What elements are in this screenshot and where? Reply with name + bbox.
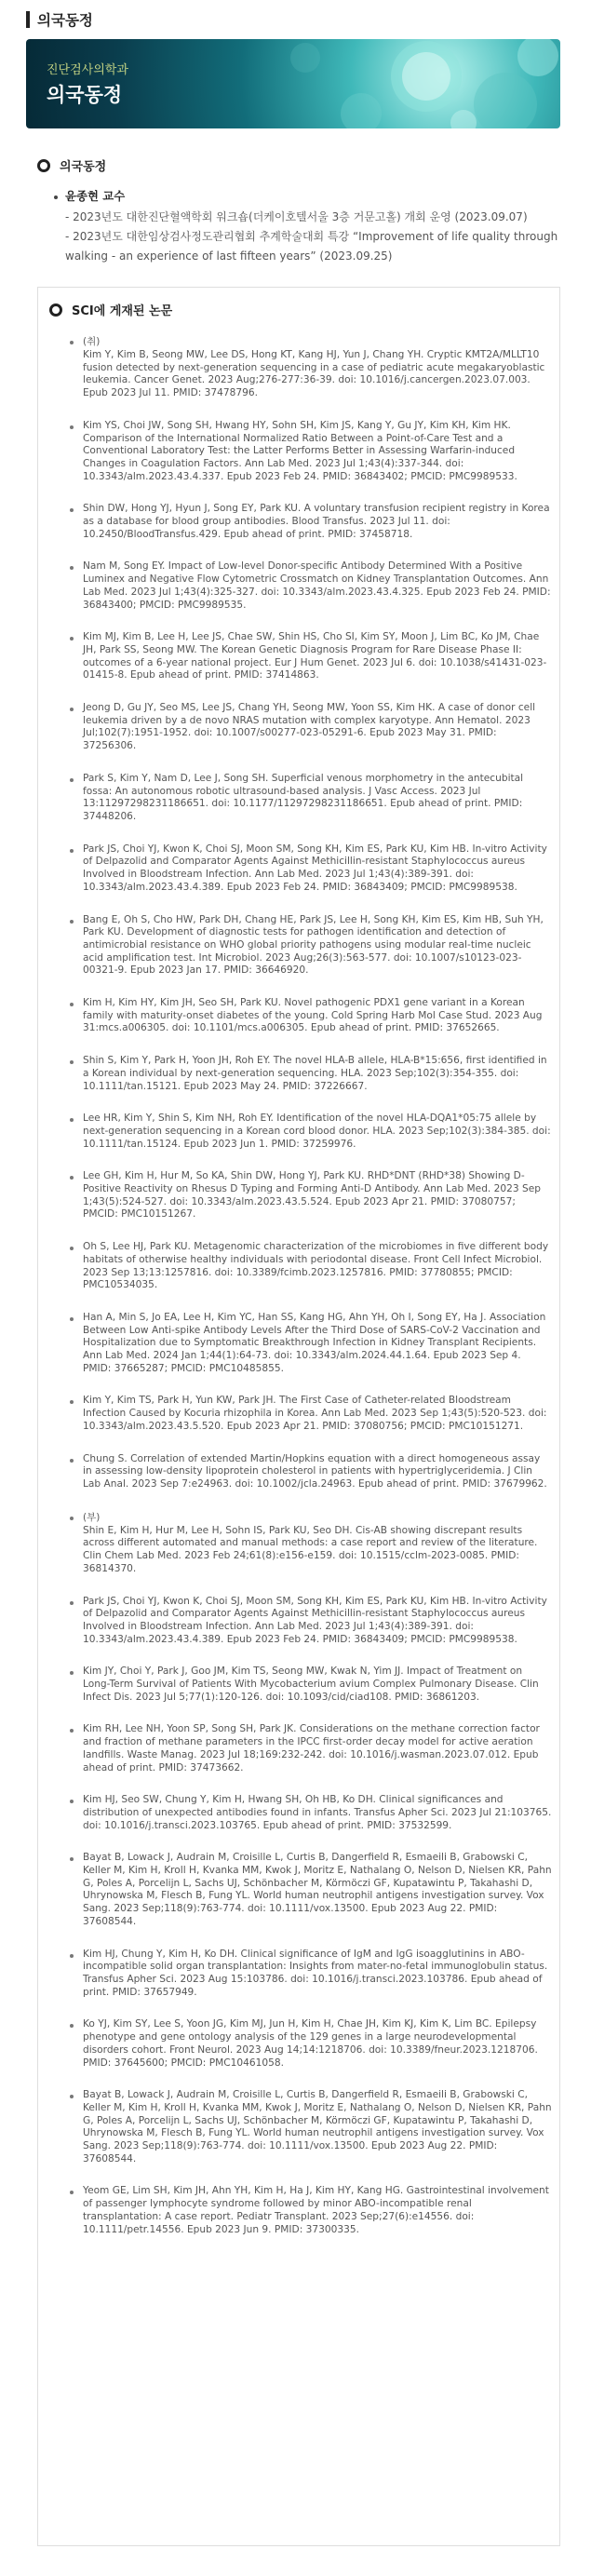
paper-citation: Kim HJ, Seo SW, Chung Y, Kim H, Hwang SH, Oh HB, Ko DH. Clinical significances and distribution of unexpected antibodies found in infants. Transfus Apher Sci. 2023 Jul 21:103765. doi: 10.1016/j.transci.2023.103765. Epub ahead of print. PMID: 37532599. — [83, 1794, 552, 1831]
paper-content — [83, 503, 552, 541]
paper-item — [70, 503, 552, 541]
paper-item — [70, 2185, 552, 2236]
sci-title: SCI에 게재된 논문 — [72, 304, 173, 318]
bullet-icon — [70, 1395, 83, 1433]
bullet-icon — [70, 1949, 83, 2000]
page-title: 의국동정 — [37, 12, 93, 29]
paper-content — [83, 1055, 552, 1093]
paper-citation: Kim MJ, Kim B, Lee H, Lee JS, Chae SW, Shin HS, Cho SI, Kim SY, Moon J, Lim BC, Ko JM, Chae JH, Park SS, Seong MW. The Korean Genetic Diagnosis Program for Rare Disease Phase II: outcomes of a 6-year national project. Eur J Hum Genet. 2023 Jul 6. doi: 10.1038/s41431-023-01415-8. Epub ahead of print. PMID: 37414863. — [83, 631, 547, 681]
paper-content — [83, 1666, 552, 1704]
paper-content — [83, 702, 552, 753]
activity-item: - 2023년도 대한진단혈액학회 워크숍(더케이호텔서울 3층 거문고홀) 개회 운영 (2023.09.07) — [65, 210, 528, 223]
paper-item — [70, 997, 552, 1035]
paper-content — [83, 1170, 552, 1221]
paper-citation: Kim RH, Lee NH, Yoon SP, Song SH, Park JK. Considerations on the methane correction factor and fraction of methane parameters in the IPCC first-order decay model for active aeration landfills. Waste Manag. 2023 Jul 18;169:232-242. doi: 10.1016/j.wasman.2023.07.012. Epub ahead of print. PMID: 37473662. — [83, 1723, 540, 1774]
paper-item — [70, 843, 552, 895]
paper-item — [70, 1170, 552, 1221]
paper-item — [70, 420, 552, 484]
paper-content — [83, 1511, 552, 1576]
paper-content — [83, 1596, 552, 1647]
bullet-icon — [70, 1723, 83, 1774]
paper-citation: Han A, Min S, Jo EA, Lee H, Kim YC, Han SS, Kang HG, Ahn YH, Oh I, Song EY, Ha J. Association Between Low Anti-spike Antibody Levels After the Third Dose of SARS-CoV-2 Vaccination and Hospitalization due to Symptomatic Breakthrough Infection in Kidney Transplant Recipients. Ann Lab Med. 2024 Jan 1;44(1):64-73. doi: 10.3343/alm.2024.44.1.64. Epub 2023 Sep 4. PMID: 37665287; PMCID: PMC10485855. — [83, 1311, 546, 1374]
paper-item — [70, 335, 552, 400]
paper-item — [70, 1511, 552, 1576]
sci-heading — [49, 301, 559, 318]
paper-content — [83, 1113, 552, 1151]
paper-item — [70, 560, 552, 612]
bullet-icon — [70, 420, 83, 484]
paper-item — [70, 1794, 552, 1832]
paper-item — [70, 1312, 552, 1376]
paper-content — [83, 335, 552, 400]
paper-citation: Park S, Kim Y, Nam D, Lee J, Song SH. Superficial venous morphometry in the antecubital fossa: An autonomous robotic ultrasound-based analysis. J Vasc Access. 2023 Jul 13:11297298231186651. doi: 10.1177/11297298231186651. Epub ahead of print. PMID: 37448206. — [83, 772, 524, 822]
paper-content — [83, 631, 552, 682]
paper-citation: Chung S. Correlation of extended Martin/Hopkins equation with a direct homogeneous assay in assessing low-density lipoprotein cholesterol in patients with hypertriglyceridemia. J Clin Lab Anal. 2023 Sep 7:e24963. doi: 10.1002/jcla.24963. Epub ahead of print. PMID: 37679962. — [83, 1452, 547, 1490]
bullet-icon — [70, 1852, 83, 1928]
professor-name: 윤종현 교수 — [65, 189, 126, 203]
paper-citation: Bayat B, Lowack J, Audrain M, Croisille L, Curtis B, Dangerfield R, Esmaeili B, Grabowski C, Keller M, Kim H, Kroll H, Kvanka MM, Kwok J, Moritz E, Nathalang O, Nelson D, Nielsen KR, Pahn G, Poles A, Porcelijn L, Sachs UJ, Schönbacher M, Körmöczi GF, Kupatawintu P, Takahashi D, Uhrynowska M, Flesch B, Fung YL. World human neutrophil antigens investigation survey. Vox Sang. 2023 Sep;118(9):763-774. doi: 10.1111/vox.13500. Epub 2023 Aug 22. PMID: 37608544. — [83, 2089, 552, 2165]
paper-citation: Kim H, Kim HY, Kim JH, Seo SH, Park KU. Novel pathogenic PDX1 gene variant in a Korean family with maturity-onset diabetes of the young. Cold Spring Harb Mol Case Stud. 2023 Aug 31:mcs.a006305. doi: 10.1101/mcs.a006305. Epub ahead of print. PMID: 37652665. — [83, 997, 543, 1034]
circle-bullet-icon — [37, 159, 50, 172]
paper-content — [83, 914, 552, 978]
page-header — [0, 0, 591, 39]
paper-citation: Nam M, Song EY. Impact of Low-level Donor-specific Antibody Determined With a Positive Luminex and Negative Flow Cytometric Crossmatch on Kidney Transplantation Outcomes. Ann Lab Med. 2023 Jul 1;43(4):325-327. doi: 10.3343/alm.2023.43.4.325. Epub 2023 Feb 24. PMID: 36843400; PMCID: PMC9989535. — [83, 560, 551, 611]
paper-item — [70, 2018, 552, 2070]
paper-citation: Shin S, Kim Y, Park H, Yoon JH, Roh EY. The novel HLA-B allele, HLA-B*15:656, first identified in a Korean individual by next-generation sequencing. HLA. 2023 Sep;102(3):354-355. doi: 10.1111/tan.15121. Epub 2023 May 24. PMID: 37226667. — [83, 1055, 547, 1092]
paper-citation: Ko YJ, Kim SY, Lee S, Yoon JG, Kim MJ, Jun H, Kim H, Chae JH, Kim KJ, Kim K, Lim BC. Epilepsy phenotype and gene ontology analysis of the 129 genes in a large neurodevelopmental disorders cohort. Front Neurol. 2023 Aug 14;14:1218706. doi: 10.3389/fneur.2023.1218706. PMID: 37645600; PMCID: PMC10461058. — [83, 2018, 538, 2069]
bullet-icon — [70, 1055, 83, 1093]
activity-item: - 2023년도 대한임상검사정도관리협회 추계학술대회 특강 “Improvement of life quality through walking - an experience of last fifteen years” (2023.09.25) — [65, 230, 558, 263]
banner — [26, 39, 560, 128]
paper-citation: Oh S, Lee HJ, Park KU. Metagenomic characterization of the microbiomes in five different body habitats of otherwise healthy individuals with periodontal disease. Front Cell Infect Microbiol. 2023 Sep 13;13:1257816. doi: 10.3389/fcimb.2023.1257816. PMID: 37780855; PMCID: PMC10534035. — [83, 1241, 549, 1291]
paper-item — [70, 914, 552, 978]
bullet-icon — [70, 1596, 83, 1647]
paper-item — [70, 1852, 552, 1928]
paper-content — [83, 773, 552, 824]
activity-list — [65, 208, 558, 266]
section-title: 의국동정 — [60, 160, 107, 174]
paper-item — [70, 1241, 552, 1292]
banner-subtitle: 진단검사의학과 — [47, 63, 128, 77]
paper-citation: Shin DW, Hong YJ, Hyun J, Song EY, Park KU. A voluntary transfusion recipient registry in Korea as a database for blood group antibodies. Blood Transfus. 2023 Jul 11. doi: 10.2450/BloodTransfus.429. Epub ahead of print. PMID: 37458718. — [83, 503, 550, 540]
circle-bullet-icon — [49, 303, 62, 317]
paper-content — [83, 420, 552, 484]
paper-citation: Kim YS, Choi JW, Song SH, Hwang HY, Sohn SH, Kim JS, Kang Y, Gu JY, Kim KH, Kim HK. Comparison of the International Normalized Ratio Between a Point-of-Care Test and a Conventional Laboratory Test: the Latter Performs Better in Assessing Warfarin-induced Changes in Coagulation Factors. Ann Lab Med. 2023 Jul 1;43(4):337-344. doi: 10.3343/alm.2023.43.4.337. Epub 2023 Feb 24. PMID: 36843402; PMCID: PMC9989533. — [83, 419, 517, 482]
paper-content — [83, 1794, 552, 1832]
bullet-icon — [70, 503, 83, 541]
paper-item — [70, 1453, 552, 1491]
bullet-icon — [70, 2185, 83, 2236]
bullet-icon — [70, 1312, 83, 1376]
paper-content — [83, 843, 552, 895]
paper-content — [83, 560, 552, 612]
section-heading — [37, 156, 591, 174]
bullet-icon — [70, 1794, 83, 1832]
paper-citation: Kim HJ, Chung Y, Kim H, Ko DH. Clinical significance of IgM and IgG isoagglutinins in ABO-incompatible solid organ transplantation: Insights from mater-no-fetal immunoglobulin status. Transfus Apher Sci. 2023 Aug 15:103786. doi: 10.1016/j.transci.2023.103786. Epub ahead of print. PMID: 37657949. — [83, 1948, 548, 1998]
bullet-icon — [70, 1666, 83, 1704]
bullet-icon — [70, 773, 83, 824]
bullet-icon — [70, 843, 83, 895]
paper-content — [83, 997, 552, 1035]
paper-item — [70, 631, 552, 682]
bullet-icon — [70, 2089, 83, 2165]
paper-content — [83, 1453, 552, 1491]
paper-citation: Kim JY, Choi Y, Park J, Goo JM, Kim TS, Seong MW, Kwak N, Yim JJ. Impact of Treatment on Long-Term Survival of Patients With Mycobacterium avium Complex Pulmonary Disease. Clin Infect Dis. 2023 Jul 5;77(1):120-126. doi: 10.1093/cid/ciad108. PMID: 36861203. — [83, 1666, 539, 1703]
bullet-icon — [70, 702, 83, 753]
bullet-icon — [70, 1241, 83, 1292]
paper-note: (부) — [83, 1511, 101, 1523]
bullet-icon — [70, 1113, 83, 1151]
paper-citation: Park JS, Choi YJ, Kwon K, Choi SJ, Moon SM, Song KH, Kim ES, Park KU, Kim HB. In-vitro Activity of Delpazolid and Comparator Agents Against Methicillin-resistant Staphylococcus aureus Involved in Bloodstream Infection. Ann Lab Med. 2023 Jul 1;43(4):389-391. doi: 10.3343/alm.2023.43.4.389. Epub 2023 Feb 24. PMID: 36843409; PMCID: PMC9989538. — [83, 1595, 547, 1645]
paper-item — [70, 2089, 552, 2165]
paper-citation: Shin E, Kim H, Hur M, Lee H, Sohn IS, Park KU, Seo DH. Cis-AB showing discrepant results across different automated and manual methods: a case report and review of the literature. Clin Chem Lab Med. 2023 Feb 24;61(8):e156-e159. doi: 10.1515/cclm-2023-0085. PMID: 36814370. — [83, 1524, 538, 1574]
paper-citation: Kim Y, Kim B, Seong MW, Lee DS, Hong KT, Kang HJ, Yun J, Chang YH. Cryptic KMT2A/MLLT10 fusion detected by next-generation sequencing in a case of pediatric acute megakaryoblastic leukemia. Cancer Genet. 2023 Aug;276-277:36-39. doi: 10.1016/j.cancergen.2023.07.003. Epub 2023 Jul 11. PMID: 37478796. — [83, 349, 545, 399]
paper-content — [83, 2185, 552, 2236]
bullet-icon — [70, 1511, 83, 1576]
paper-item — [70, 1395, 552, 1433]
paper-list — [51, 335, 559, 2236]
paper-citation: Kim Y, Kim TS, Park H, Yun KW, Park JH. The First Case of Catheter-related Bloodstream Infection Caused by Kocuria rhizophila in Korea. Ann Lab Med. 2023 Sep 1;43(5):520-523. doi: 10.3343/alm.2023.43.5.520. Epub 2023 Apr 21. PMID: 37080756; PMCID: PMC10151271. — [83, 1395, 547, 1432]
bullet-icon — [70, 914, 83, 978]
paper-citation: Bang E, Oh S, Cho HW, Park DH, Chang HE, Park JS, Lee H, Song KH, Kim ES, Kim HB, Suh YH, Park KU. Development of diagnostic tests for pathogen identification and detection of antimicrobial resistance on WHO global priority pathogens using modular real-time nucleic acid amplification test. Int Microbiol. 2023 Aug;26(3):563-577. doi: 10.1007/s10123-023-00321-9. Epub 2023 Jan 17. PMID: 36646920. — [83, 913, 544, 977]
paper-item — [70, 1113, 552, 1151]
paper-content — [83, 2018, 552, 2070]
paper-item — [70, 1055, 552, 1093]
paper-item — [70, 702, 552, 753]
bullet-icon — [70, 1453, 83, 1491]
paper-citation: Lee GH, Kim H, Hur M, So KA, Shin DW, Hong YJ, Park KU. RHD*DNT (RHD*38) Showing D-Positive Reactivity on Rhesus D Typing and Forming Anti-D Antibody. Ann Lab Med. 2023 Sep 1;43(5):524-527. doi: 10.3343/alm.2023.43.5.524. Epub 2023 Apr 21. PMID: 37080757; PMCID: PMC10151267. — [83, 1170, 541, 1221]
paper-citation: Jeong D, Gu JY, Seo MS, Lee JS, Chang YH, Seong MW, Yoon SS, Kim HK. A case of donor cell leukemia driven by a de novo NRAS mutation with complex karyotype. Ann Hematol. 2023 Jul;102(7):1951-1952. doi: 10.1007/s00277-023-05291-6. Epub 2023 May 31. PMID: 37256306. — [83, 702, 536, 752]
paper-note: (취) — [83, 336, 101, 347]
paper-content — [83, 1723, 552, 1774]
paper-content — [83, 2089, 552, 2165]
bullet-icon — [70, 335, 83, 400]
paper-content — [83, 1852, 552, 1928]
sci-papers-box — [37, 287, 560, 2546]
bullet-icon — [70, 631, 83, 682]
paper-item — [70, 1949, 552, 2000]
bullet-icon — [70, 2018, 83, 2070]
paper-citation: Lee HR, Kim Y, Shin S, Kim NH, Roh EY. Identification of the novel HLA-DQA1*05:75 allele by next-generation sequencing in a Korean cord blood donor. HLA. 2023 Sep;102(3):384-385. doi: 10.1111/tan.15124. Epub 2023 Jun 1. PMID: 37259976. — [83, 1113, 551, 1150]
paper-citation: Bayat B, Lowack J, Audrain M, Croisille L, Curtis B, Dangerfield R, Esmaeili B, Grabowski C, Keller M, Kim H, Kroll H, Kvanka MM, Kwok J, Moritz E, Nathalang O, Nelson D, Nielsen KR, Pahn G, Poles A, Porcelijn L, Sachs UJ, Schönbacher M, Körmöczi GF, Kupatawintu P, Takahashi D, Uhrynowska M, Flesch B, Fung YL. World human neutrophil antigens investigation survey. Vox Sang. 2023 Sep;118(9):763-774. doi: 10.1111/vox.13500. Epub 2023 Aug 22. PMID: 37608544. — [83, 1852, 552, 1927]
paper-item — [70, 1596, 552, 1647]
paper-item — [70, 773, 552, 824]
paper-content — [83, 1241, 552, 1292]
paper-citation: Park JS, Choi YJ, Kwon K, Choi SJ, Moon SM, Song KH, Kim ES, Park KU, Kim HB. In-vitro Activity of Delpazolid and Comparator Agents Against Methicillin-resistant Staphylococcus aureus Involved in Bloodstream Infection. Ann Lab Med. 2023 Jul 1;43(4):389-391. doi: 10.3343/alm.2023.43.4.389. Epub 2023 Feb 24. PMID: 36843409; PMCID: PMC9989538. — [83, 843, 547, 893]
bullet-icon — [70, 560, 83, 612]
paper-item — [70, 1666, 552, 1704]
banner-title: 의국동정 — [47, 84, 123, 106]
bullet-icon — [70, 997, 83, 1035]
paper-content — [83, 1312, 552, 1376]
paper-content — [83, 1949, 552, 2000]
title-accent-bar — [26, 11, 30, 28]
paper-item — [70, 1723, 552, 1774]
bullet-icon — [54, 196, 58, 199]
paper-content — [83, 1395, 552, 1433]
paper-citation: Yeom GE, Lim SH, Kim JH, Ahn YH, Kim H, Ha J, Kim HY, Kang HG. Gastrointestinal involvement of passenger lymphocyte syndrome followed by minor ABO-incompatible renal transplantation: A case report. Pediatr Transplant. 2023 Sep;27(6):e14556. doi: 10.1111/petr.14556. Epub 2023 Jun 9. PMID: 37300335. — [83, 2185, 549, 2235]
professor-item — [54, 187, 591, 204]
bullet-icon — [70, 1170, 83, 1221]
